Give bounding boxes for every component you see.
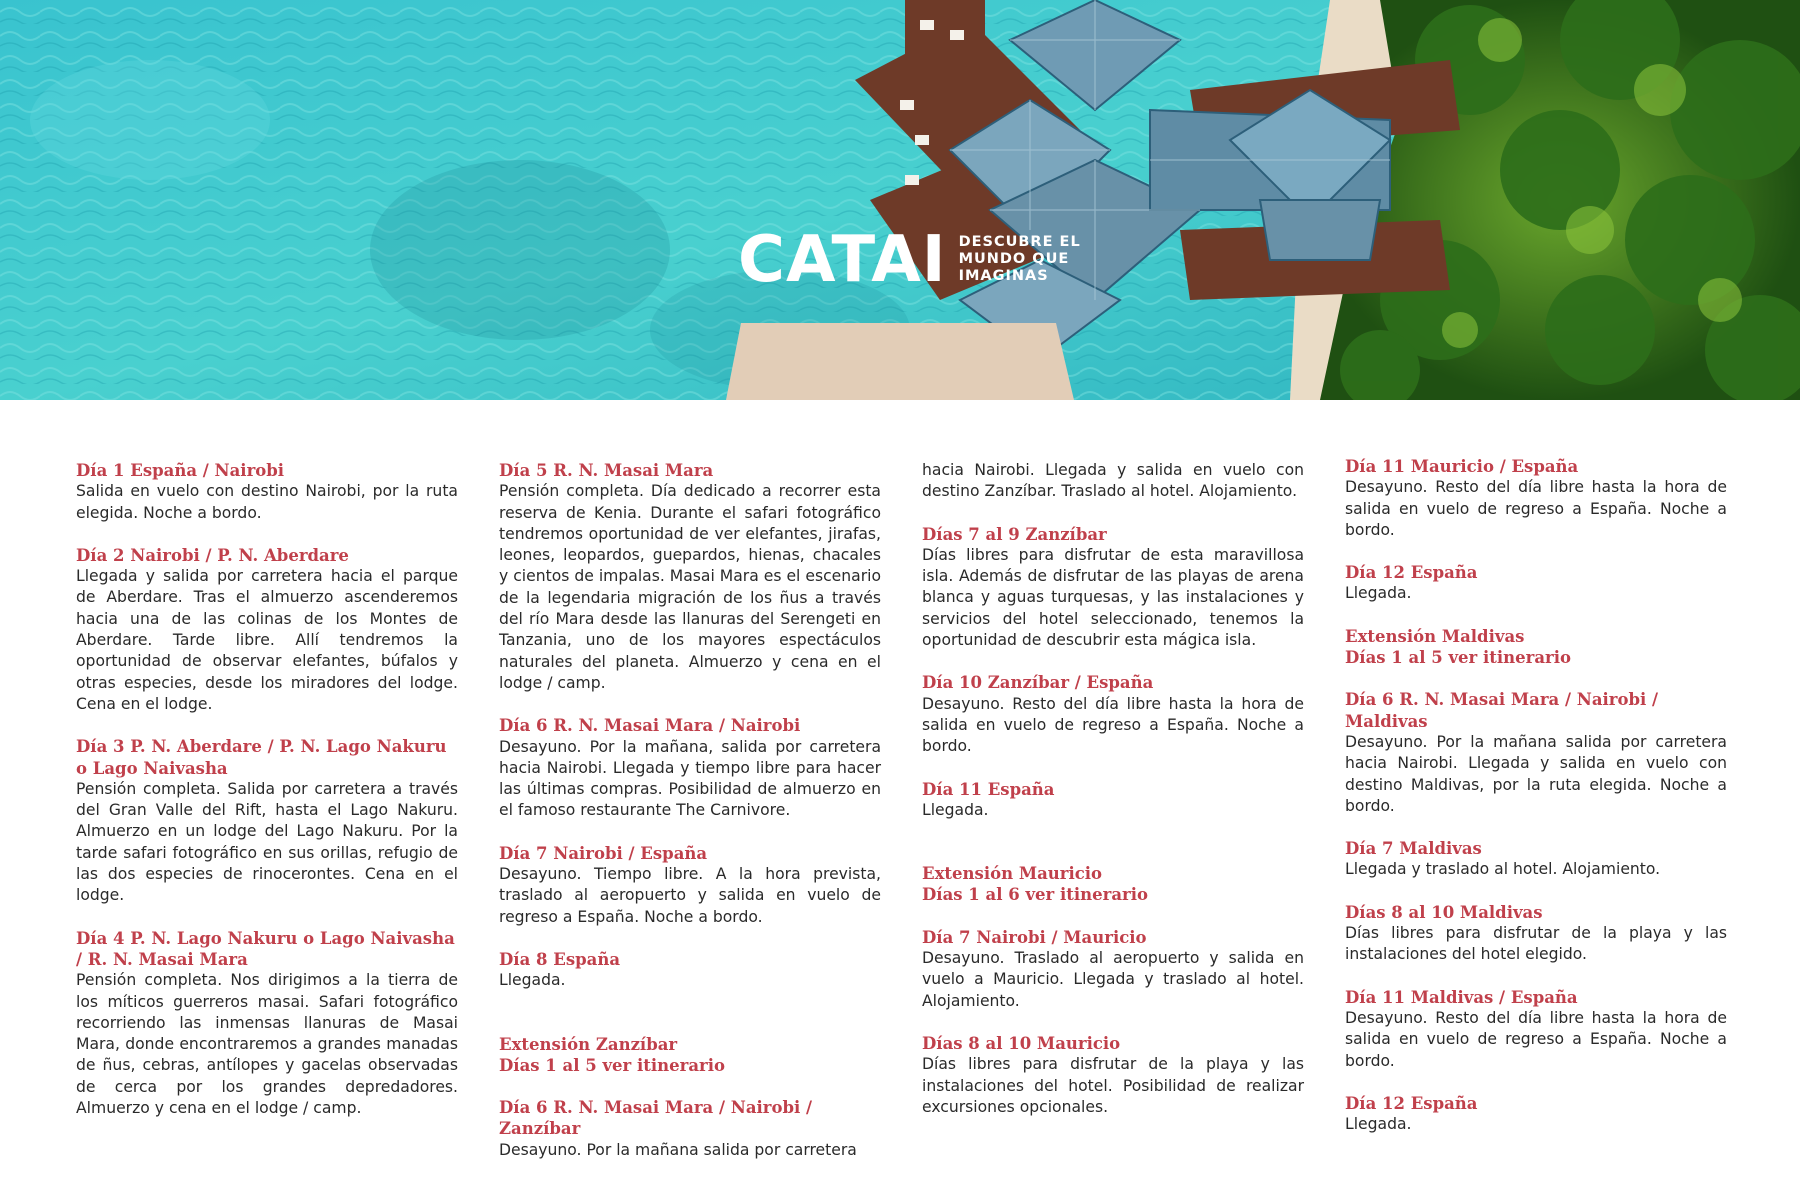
day-description: Días libres para disfrutar de la playa y las instalaciones del hotel. Posibilidad de realizar excursiones opcionales.: [922, 1055, 1304, 1116]
day-heading: Extensión Zanzíbar: [499, 1034, 678, 1054]
day-description: Llegada.: [1345, 584, 1412, 603]
day-heading: Días 7 al 9 Zanzíbar: [922, 524, 1107, 544]
itinerary-day: [922, 460, 1304, 503]
itinerary-day: [1345, 626, 1727, 669]
day-description: Desayuno. Por la mañana salida por carretera hacia Nairobi. Llegada y salida en vuelo con destino Maldivas, por la ruta elegida. Noche a bordo.: [1345, 732, 1727, 815]
day-heading: Día 6 R. N. Masai Mara / Nairobi / Zanzíbar: [499, 1098, 813, 1139]
day-description: Salida en vuelo con destino Nairobi, por la ruta elegida. Noche a bordo.: [76, 482, 458, 522]
day-heading: Día 5 R. N. Masai Mara: [499, 461, 714, 480]
day-heading: Día 1 España / Nairobi: [76, 461, 285, 480]
day-description: Desayuno. Resto del día libre hasta la hora de salida en vuelo de regreso a España. Noche a bordo.: [922, 694, 1304, 756]
day-description: Pensión completa. Día dedicado a recorrer esta reserva de Kenia. Durante el safari fotográfico tendremos oportunidad de ver elefantes, jirafas, leones, leopardos, guepardos, hienas, chacales y cientos de impalas. Masai Mara es el escenario de la legendaria migración de los ñus a través del río Mara desde las llanuras del Serengeti en Tanzania, uno de los mayores espectáculos naturales del planeta. Almuerzo y cena en el lodge / camp.: [499, 482, 881, 692]
day-description: Pensión completa. Salida por carretera a través del Gran Valle del Rift, hasta el Lago Nakuru. Almuerzo en un lodge del Lago Nakuru. Por la tarde safari fotográfico en sus orillas, refugio de las dos especies de rinocerontes. Cena en el lodge.: [76, 779, 458, 905]
day-heading: Día 6 R. N. Masai Mara / Nairobi / Maldivas: [1345, 690, 1659, 731]
itinerary-column-1: [76, 460, 458, 1140]
itinerary-day: [922, 1033, 1304, 1118]
header-photo: [0, 0, 1800, 400]
tagline-line: DESCUBRE EL: [958, 234, 1081, 250]
day-subheading: Días 1 al 5 ver itinerario: [499, 1055, 725, 1075]
day-heading: Extensión Mauricio: [922, 864, 1103, 884]
day-heading: Día 7 Nairobi / España: [499, 843, 708, 863]
day-description: Desayuno. Por la mañana, salida por carretera hacia Nairobi. Llegada y tiempo libre para hacer las últimas compras. Posibilidad de almuerzo en el famoso restaurante The Carnivore.: [499, 737, 881, 820]
day-heading: Día 7 Nairobi / Mauricio: [922, 927, 1147, 947]
tagline-line: MUNDO QUE: [958, 251, 1070, 267]
itinerary-day: [499, 843, 881, 928]
day-heading: Días 8 al 10 Maldivas: [1345, 902, 1543, 922]
brand-tagline: [959, 234, 1081, 285]
itinerary-day: [1345, 456, 1727, 541]
day-description: Llegada.: [499, 971, 566, 990]
day-heading: Día 2 Nairobi / P. N. Aberdare: [76, 545, 349, 565]
brand-name: CATAI: [738, 223, 947, 297]
tagline-line: IMAGINAS: [958, 268, 1049, 284]
itinerary-column-4: [1345, 456, 1727, 1156]
day-description: Llegada.: [1345, 1115, 1412, 1134]
itinerary-day: [499, 1034, 881, 1077]
day-description: Desayuno. Resto del día libre hasta la hora de salida en vuelo de regreso a España. Noche a bordo.: [1345, 478, 1727, 539]
itinerary-day: [76, 736, 458, 906]
itinerary-day: [922, 524, 1304, 652]
itinerary-day: [1345, 838, 1727, 881]
day-description: Días libres para disfrutar de esta maravillosa isla. Además de disfrutar de las playas de arena blanca y aguas turquesas, y las instalaciones y servicios del hotel seleccionado, tenemos la oportunidad de descubrir esta mágica isla.: [922, 545, 1304, 650]
itinerary-day: [922, 672, 1304, 757]
itinerary-day: [499, 460, 881, 694]
day-heading: Día 12 España: [1345, 563, 1478, 583]
day-heading: Día 11 Maldivas / España: [1345, 987, 1578, 1007]
itinerary-day: [76, 545, 458, 715]
itinerary-day: [499, 1097, 881, 1161]
itinerary-day: [922, 779, 1304, 822]
itinerary-day: [1345, 562, 1727, 605]
day-heading: Día 3 P. N. Aberdare / P. N. Lago Nakuru o Lago Naivasha: [76, 737, 447, 778]
day-heading: Día 10 Zanzíbar / España: [922, 673, 1154, 693]
itinerary-day: [76, 928, 458, 1120]
day-heading: Extensión Maldivas: [1345, 626, 1525, 646]
day-description: Días libres para disfrutar de la playa y las instalaciones del hotel elegido.: [1345, 924, 1727, 964]
day-heading: Días 8 al 10 Mauricio: [922, 1033, 1121, 1053]
day-description: Llegada.: [922, 800, 989, 819]
day-heading: Día 6 R. N. Masai Mara / Nairobi: [499, 716, 801, 736]
day-subheading: Días 1 al 5 ver itinerario: [1345, 648, 1571, 668]
itinerary-day: [1345, 902, 1727, 966]
itinerary-day: [1345, 689, 1727, 817]
itinerary-day: [1345, 987, 1727, 1072]
itinerary-day: [499, 949, 881, 992]
day-description: hacia Nairobi. Llegada y salida en vuelo con destino Zanzíbar. Traslado al hotel. Alojamiento.: [922, 461, 1304, 501]
day-description: Llegada y salida por carretera hacia el parque de Aberdare. Tras el almuerzo ascenderemos hacia una de las colinas de los Montes de Aberdare. Tarde libre. Allí tendremos la oportunidad de observar elefantes, búfalos y otras especies, desde los miradores del lodge. Cena en el lodge.: [76, 567, 458, 713]
day-heading: Día 7 Maldivas: [1345, 839, 1482, 859]
day-description: Desayuno. Por la mañana salida por carretera: [499, 1140, 857, 1159]
day-heading: Día 4 P. N. Lago Nakuru o Lago Naivasha / R. N. Masai Mara: [76, 928, 455, 969]
brand-logo: [738, 223, 1081, 297]
itinerary-day: [1345, 1093, 1727, 1136]
day-description: Desayuno. Resto del día libre hasta la hora de salida en vuelo de regreso a España. Noche a bordo.: [1345, 1008, 1727, 1070]
itinerary-day: [76, 460, 458, 524]
day-heading: Día 12 España: [1345, 1093, 1478, 1113]
itinerary-column-3: [922, 460, 1304, 1139]
itinerary-column-2: [499, 460, 881, 1182]
day-description: Pensión completa. Nos dirigimos a la tierra de los míticos guerreros masai. Safari fotográfico recorriendo las inmensas llanuras de Masai Mara, donde encontraremos a grandes manadas de ñus, cebras, antílopes y gacelas observadas de cerca por los grandes depredadores. Almuerzo y cena en el lodge / camp.: [76, 971, 458, 1118]
day-description: Desayuno. Traslado al aeropuerto y salida en vuelo a Mauricio. Llegada y traslado al hotel. Alojamiento.: [922, 949, 1304, 1010]
day-subheading: Días 1 al 6 ver itinerario: [922, 885, 1148, 905]
day-heading: Día 8 España: [499, 949, 621, 969]
day-heading: Día 11 España: [922, 779, 1055, 799]
aerial-resort-image: [0, 0, 1800, 400]
itinerary-day: [922, 927, 1304, 1012]
day-description: Desayuno. Tiempo libre. A la hora prevista, traslado al aeropuerto y salida en vuelo de regreso a España. Noche a bordo.: [499, 865, 881, 926]
itinerary-day: [922, 863, 1304, 906]
day-description: Llegada y traslado al hotel. Alojamiento.: [1345, 860, 1661, 879]
day-heading: Día 11 Mauricio / España: [1345, 457, 1579, 476]
itinerary-day: [499, 715, 881, 821]
